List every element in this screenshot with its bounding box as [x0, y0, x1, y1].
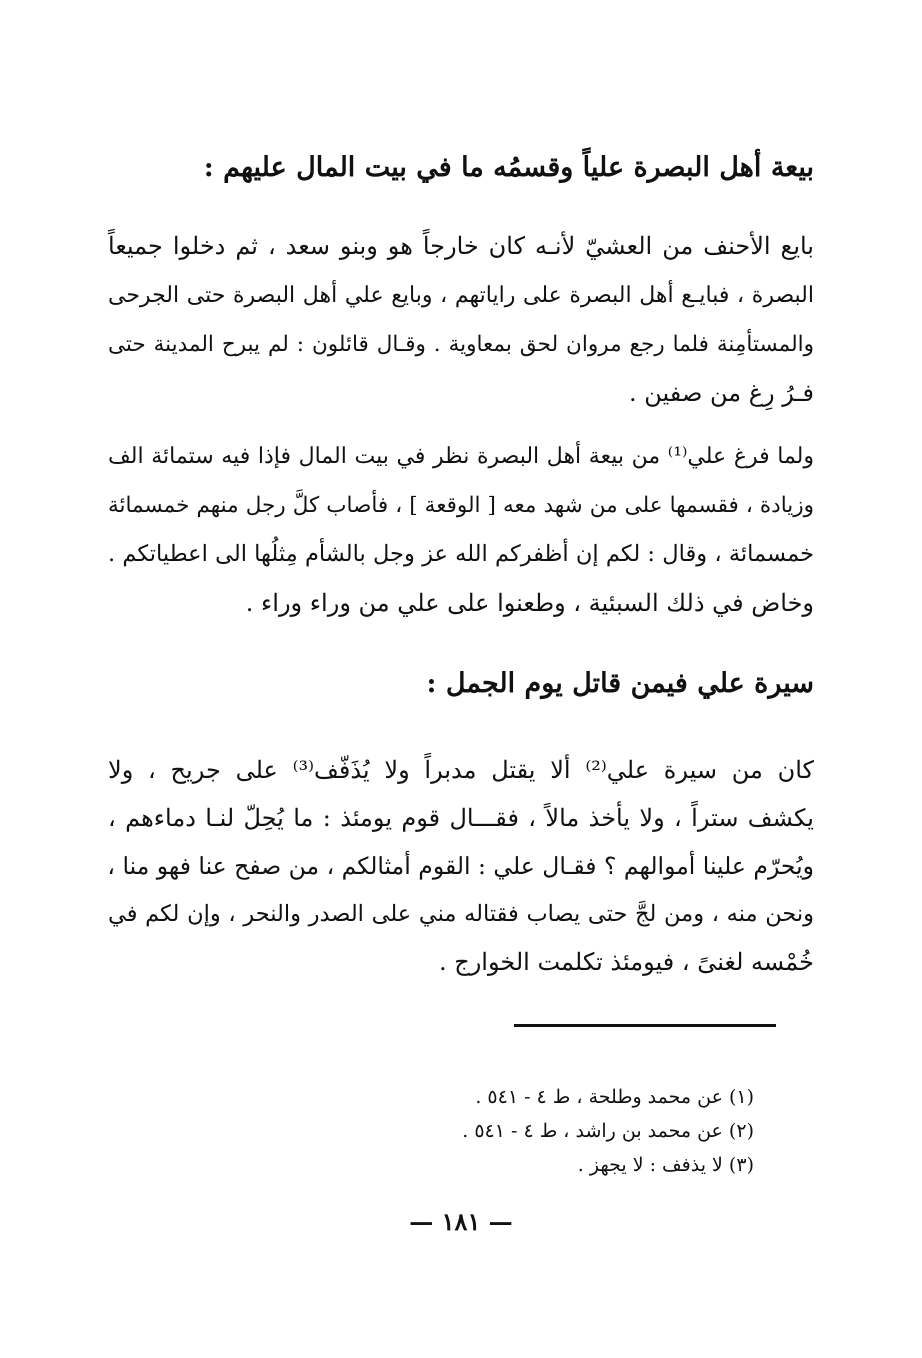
section-heading-basra-pledge: بيعة أهل البصرة علياً وقسمُه ما في بيت المال عليهم : — [203, 152, 814, 183]
paragraph-basra-pledge — [108, 222, 814, 418]
paragraph-line: وخاض في ذلك السبئية ، وطعنوا على علي من وراء وراء . — [245, 589, 814, 617]
paragraph-line: كان من سيرة علي⁽²⁾ ألا يقتل مدبراً ولا يُذَفّف⁽³⁾ على جريح ، ولا — [108, 756, 814, 784]
footnote-3: (٣) لا يذفف : لا يجهز . — [577, 1154, 754, 1176]
paragraph-line: خمسمائة ، وقال : لكم إن أظفركم الله عز وجل بالشأم مِثلُها الى اعطياتكم . — [108, 541, 814, 567]
footnote-divider — [514, 1024, 776, 1027]
paragraph-line: فـرُ رِغ من صفين . — [629, 379, 814, 407]
section-heading-camel-conduct: سيرة علي فيمن قاتل يوم الجمل : — [426, 668, 814, 699]
paragraph-line: ويُحرّم علينا أموالهم ؟ فقـال علي : القوم أمثالكم ، من صفح عنا فهو منا ، — [107, 852, 814, 880]
paragraph-line: والمستأمِنة فلما رجع مروان لحق بمعاوية . وقـال قائلون : لم يبرح المدينة حتى — [108, 332, 814, 357]
paragraph-line: وزيادة ، فقسمها على من شهد معه [ الوقعة ] ، فأصاب كلَّ رجل منهم خمسمائة — [108, 493, 814, 518]
footnote-1: (١) عن محمد وطلحة ، ط ٤ - ٥٤١ . — [475, 1086, 754, 1108]
page-number: — ١٨١ — — [409, 1207, 513, 1236]
footnotes — [462, 1080, 754, 1182]
paragraph-line: ونحن منه ، ومن لجَّ حتى يصاب فقتاله مني على الصدر والنحر ، وإن لكم في — [108, 901, 814, 927]
paragraph-line: بايع الأحنف من العشيّ لأنـه كان خارجاً هو وبنو سعد ، ثم دخلوا جميعاً — [108, 232, 814, 260]
paragraph-camel-conduct — [108, 746, 814, 986]
paragraph-line: يكشف ستراً ، ولا يأخذ مالاً ، فقـــال قوم يومئذ : ما يُحِلّ لنـا دماءهم ، — [108, 804, 814, 832]
paragraph-line: ولما فرغ علي⁽¹⁾ من بيعة أهل البصرة نظر في بيت المال فإذا فيه ستمائة الف — [108, 444, 814, 469]
paragraph-treasury-division — [108, 432, 814, 628]
paragraph-line: البصرة ، فبايـع أهل البصرة على راياتهم ، وبايع علي أهل البصرة حتى الجرحى — [108, 283, 814, 308]
footnote-2: (٢) عن محمد بن راشد ، ط ٤ - ٥٤١ . — [462, 1120, 754, 1142]
paragraph-line: خُمْسه لغنىً ، فيومئذ تكلمت الخوارج . — [438, 948, 814, 976]
